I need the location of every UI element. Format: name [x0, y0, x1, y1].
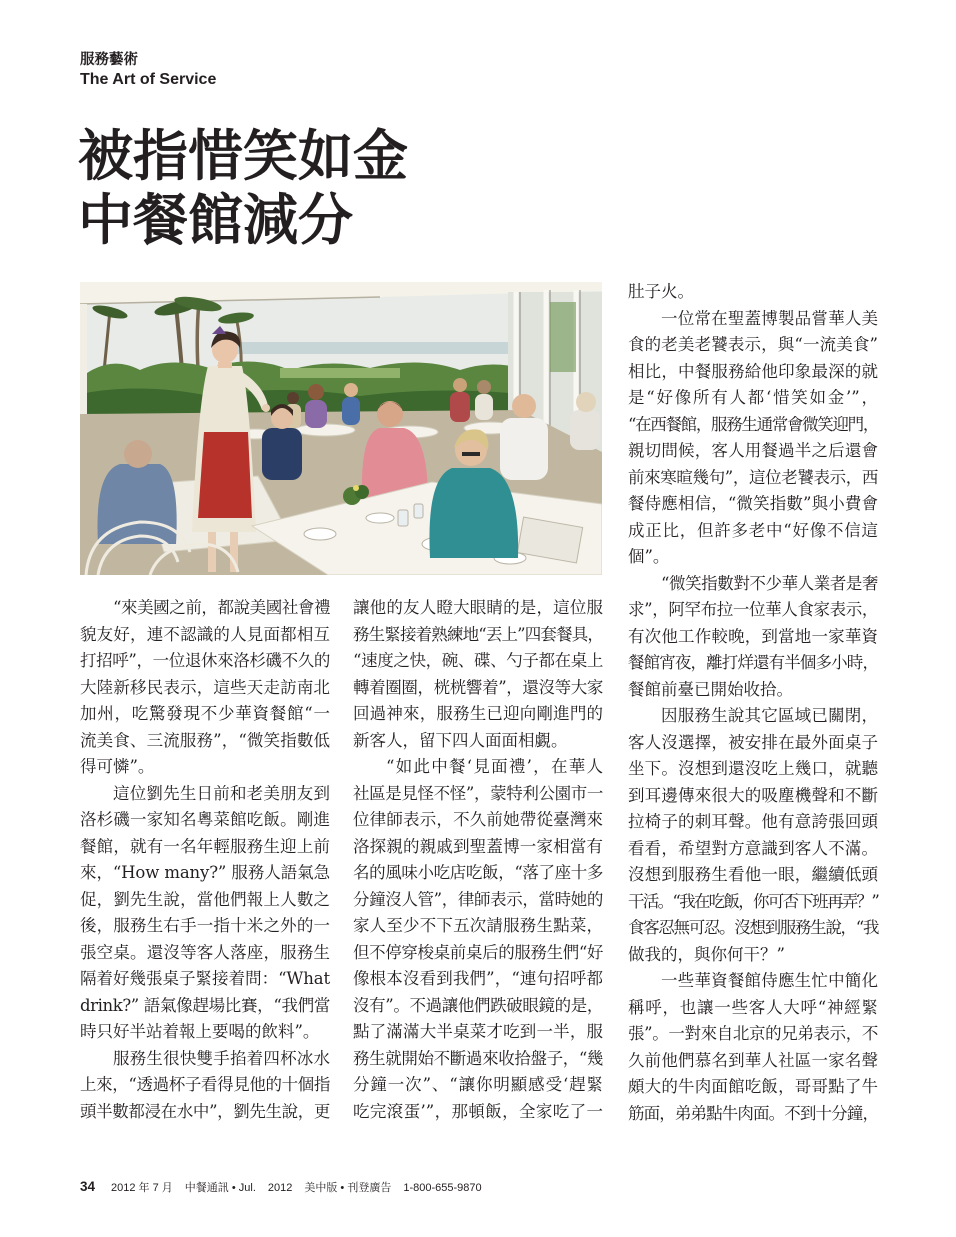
column-1 — [80, 595, 330, 1125]
text-line: 家人至少不下五次請服務生點菜， — [353, 916, 603, 935]
text-line: 上來，“透過杯子看得見他的十個指 — [80, 1075, 330, 1094]
text-line: 讓他的友人瞪大眼睛的是，這位服 — [353, 598, 603, 617]
text-line: 食的老美老饕表示，與“一流美食” — [628, 335, 878, 354]
text-line: 一些華資餐館侍應生忙中簡化 — [661, 971, 878, 990]
text-line: 回過神來，服務生已迎向剛進門的 — [353, 704, 603, 723]
text-line: 求”，阿罕布拉一位華人食家表示， — [628, 600, 878, 619]
text-line: 客人沒選擇，被安排在最外面桌子 — [628, 732, 878, 752]
text-line: 大陸新移民表示，這些天走訪南北 — [80, 677, 330, 697]
text-line: 分鐘一次”、“讓你明顯感受‘趕緊 — [353, 1075, 603, 1094]
text-line: 新客人，留下四人面面相覷。 — [353, 730, 568, 750]
text-line: 坐下。沒想到還沒吃上幾口，就聽 — [628, 759, 878, 778]
paragraph-continued — [353, 595, 603, 754]
article-title — [78, 124, 408, 252]
text-line: 後，服務生右手一指十米之外的一 — [80, 916, 330, 935]
text-line: 吃完滾蛋’”，那頓飯，全家吃了一 — [353, 1101, 603, 1121]
footer-phone: 1-800-655-9870 — [403, 1182, 482, 1194]
text-line: 沒想到服務生看他一眼，繼續低頭 — [628, 865, 878, 884]
text-line: 務生緊接着熟練地“丟上”四套餐具， — [353, 624, 603, 644]
page-footer — [80, 1179, 482, 1196]
text-line: “在西餐館，服務生通常會微笑迎門， — [628, 414, 878, 434]
text-line: 是“好像所有人都‘惜笑如金’”， — [628, 388, 878, 407]
text-line: 拉椅子的刺耳聲。他有意誇張回頭 — [628, 812, 878, 831]
text-line: 來，“How many?” 服務人語氣急 — [80, 863, 330, 882]
text-line: 餐侍應相信，“微笑指數”與小費會 — [628, 494, 878, 513]
paragraph — [80, 781, 330, 1046]
footer-edition: 美中版 • 刊登廣告 — [304, 1182, 392, 1194]
text-line: 洛探親的親戚到聖蓋博一家相當有 — [353, 836, 603, 856]
column-2 — [353, 595, 603, 1125]
text-line: 這位劉先生日前和老美朋友到 — [113, 783, 330, 803]
text-line: 前來寒暄幾句”，這位老饕表示，西 — [628, 467, 878, 487]
paragraph — [628, 571, 878, 704]
text-line: 時只好半站着報上要喝的飲料”。 — [80, 1022, 320, 1041]
article-title-line-2: 中餐館減分 — [78, 187, 354, 252]
footer-date: 2012 年 7 月 — [111, 1182, 173, 1194]
text-line: 名的風味小吃店吃飯，“落了座十多 — [353, 863, 603, 882]
section-label-english: The Art of Service — [80, 71, 217, 88]
text-line: 成正比，但許多老中“好像不信這 — [628, 520, 878, 540]
text-line: 親切問候，客人用餐過半之后還會 — [628, 441, 878, 460]
text-line: 加州，吃驚發現不少華資餐館“一 — [80, 704, 330, 723]
paragraph — [353, 754, 603, 1125]
text-line: 服務生很快雙手掐着四杯冰水 — [113, 1048, 330, 1068]
text-line: 餐館宵夜，離打烊還有半個多小時， — [628, 653, 878, 672]
text-line: 務生就開始不斷過來收拾盤子，“幾 — [353, 1048, 603, 1068]
text-line: 因服務生說其它區域已關閉， — [661, 706, 878, 725]
text-line: 餐館，就有一名年輕服務生迎上前 — [80, 836, 330, 856]
text-line: 分鐘沒人管”，律師表示，當時她的 — [353, 889, 603, 909]
text-line: 流美食、三流服務”，“微笑指數低 — [80, 730, 330, 750]
text-line: drink?” 語氣像趕場比賽，“我們當 — [80, 995, 330, 1015]
text-line: 筋面，弟弟點牛肉面。不到十分鐘， — [628, 1103, 878, 1123]
section-label-chinese: 服務藝術 — [80, 52, 138, 68]
text-line: 相比，中餐服務給他印象最深的就 — [628, 361, 878, 381]
text-line: 促，劉先生說，當他們報上人數之 — [80, 889, 330, 909]
column-3 — [628, 279, 878, 1127]
page-number: 34 — [80, 1179, 96, 1194]
article-title-line-1: 被指惜笑如金 — [78, 123, 409, 188]
footer-year: 2012 — [267, 1182, 293, 1194]
text-line: 得可憐”。 — [80, 757, 155, 776]
text-line: 沒有”。不過讓他們跌破眼鏡的是， — [353, 995, 603, 1015]
text-line: 但不停穿梭桌前桌后的服務生們“好 — [353, 942, 603, 962]
text-line: 頗大的牛肉面館吃飯，哥哥點了牛 — [628, 1077, 878, 1096]
text-line: 到耳邊傳來很大的吸塵機聲和不斷 — [628, 785, 878, 805]
paragraph-continued — [628, 279, 878, 306]
text-line: 做我的，與你何干？” — [628, 944, 785, 964]
text-line: 洛杉磯一家知名粵菜館吃飯。剛進 — [80, 810, 330, 829]
text-line: 張”。一對來自北京的兄弟表示，不 — [628, 1024, 878, 1043]
text-line: 稱呼，也讓一些客人大呼“神經緊 — [628, 997, 878, 1017]
text-line: 久前他們慕名到華人社區一家名聲 — [628, 1050, 878, 1070]
paragraph — [628, 968, 878, 1127]
text-line: 餐館前臺已開始收拾。 — [628, 679, 793, 699]
text-line: 一位常在聖蓋博製品嘗華人美 — [661, 308, 878, 328]
text-line: 社區是見怪不怪”，蒙特利公園市一 — [353, 783, 603, 803]
text-line: 肚子火。 — [628, 282, 694, 301]
text-line: 像根本沒看到我們”，“連句招呼都 — [353, 969, 603, 988]
text-line: 個”。 — [628, 547, 670, 566]
text-line: “速度之快，碗、碟、勺子都在桌上 — [353, 651, 603, 670]
text-line: 頭半數都浸在水中”，劉先生說，更 — [80, 1101, 330, 1121]
paragraph — [628, 703, 878, 968]
text-line: “微笑指數對不少華人業者是奢 — [661, 573, 878, 593]
text-line: 隔着好幾張桌子緊接着問：“What — [80, 969, 330, 988]
text-line: “如此中餐‘見面禮’，在華人 — [386, 757, 603, 776]
text-line: 張空桌。還沒等客人落座，服務生 — [80, 942, 330, 962]
paragraph — [80, 595, 330, 781]
text-line: 食客忍無可忍。沒想到服務生說，“我 — [628, 918, 878, 937]
text-line: 位律師表示，不久前她帶從臺灣來 — [353, 810, 603, 829]
text-line: 點了滿滿大半桌菜才吃到一半，服 — [353, 1022, 603, 1041]
text-line: 打招呼”，一位退休來洛杉磯不久的 — [80, 651, 330, 670]
text-line: 轉着圈圈，桄桄響着”，還沒等大家 — [353, 677, 603, 697]
text-line: “來美國之前，都說美國社會禮 — [113, 598, 330, 617]
restaurant-photo — [80, 282, 602, 575]
paragraph — [80, 1046, 330, 1126]
text-line: 干活。“我在吃飯，你可否下班再弄？” — [628, 891, 878, 911]
paragraph — [628, 306, 878, 571]
text-line: 有次他工作較晚，到當地一家華資 — [628, 626, 878, 646]
text-line: 貌友好，連不認識的人見面都相互 — [80, 624, 330, 644]
text-line: 看看，希望對方意識到客人不滿。 — [628, 838, 878, 858]
footer-publication: 中餐通訊 • Jul. — [184, 1182, 256, 1194]
